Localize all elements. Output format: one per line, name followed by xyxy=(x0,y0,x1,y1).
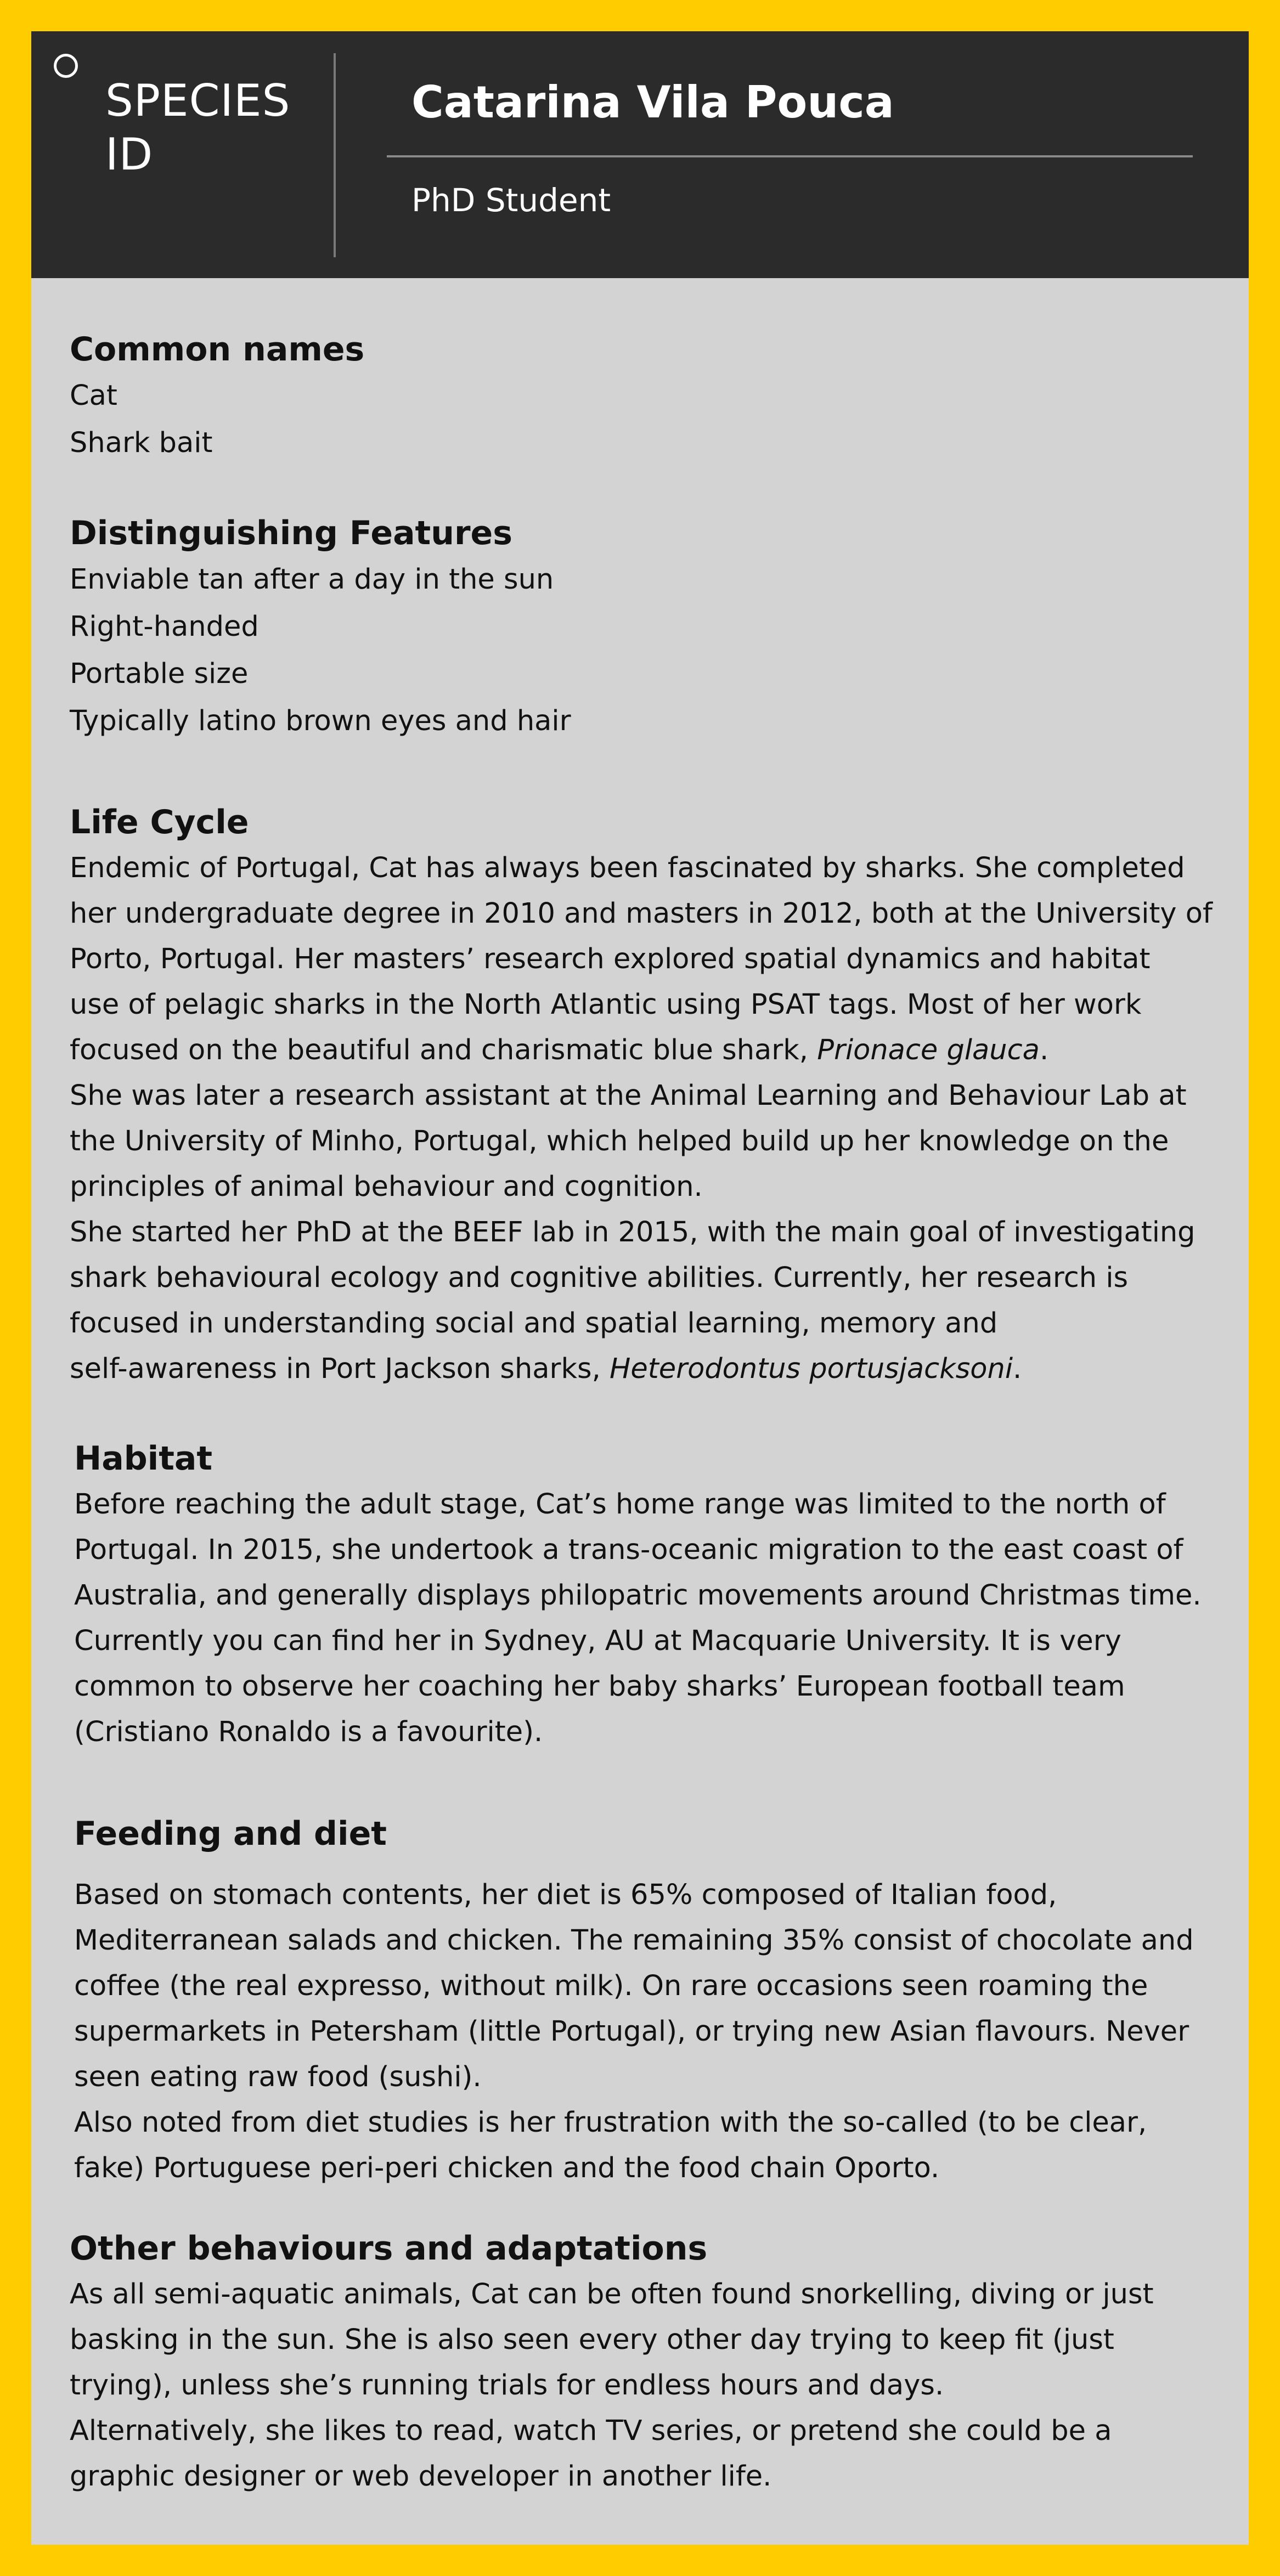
life-cycle-paragraph xyxy=(70,845,1227,1392)
section-other-behaviours xyxy=(70,2225,1227,2499)
text-line: fake) Portuguese peri-peri chicken and the food chain Oporto. xyxy=(74,2152,940,2184)
text-line: (Cristiano Ronaldo is a favourite). xyxy=(74,1716,543,1748)
feature-item: Portable size xyxy=(70,658,249,690)
text-line: trying), unless she’s running trials for endless hours and days. xyxy=(70,2369,944,2402)
species-id-label: SPECIES ID xyxy=(105,75,291,180)
text-line: shark behavioural ecology and cognitive abilities. Currently, her research is xyxy=(70,1262,1129,1294)
person-role: PhD Student xyxy=(411,182,611,219)
text-line: Currently you can find her in Sydney, AU at Macquarie University. It is very xyxy=(74,1625,1121,1657)
text-line: Endemic of Portugal, Cat has always been fascinated by sharks. She completed xyxy=(70,852,1185,884)
feeding-paragraph xyxy=(74,1872,1232,2191)
feature-item: Typically latino brown eyes and hair xyxy=(70,705,571,737)
text-line: graphic designer or web developer in another life. xyxy=(70,2460,772,2493)
section-title: Distinguishing Features xyxy=(70,514,512,552)
text-fragment: . xyxy=(1039,1034,1049,1066)
text-line: her undergraduate degree in 2010 and masters in 2012, both at the University of xyxy=(70,897,1213,930)
species-name: Heterodontus portusjacksoni xyxy=(610,1353,1013,1385)
punch-hole-icon xyxy=(54,54,78,78)
common-name-item: Shark bait xyxy=(70,427,213,459)
text-fragment: self-awareness in Port Jackson sharks, xyxy=(70,1353,610,1385)
species-id-card xyxy=(31,31,1249,2545)
section-life-cycle xyxy=(70,799,1227,1392)
text-line: Before reaching the adult stage, Cat’s home range was limited to the north of xyxy=(74,1488,1166,1521)
text-line: Mediterranean salads and chicken. The remaining 35% consist of chocolate and xyxy=(74,1924,1194,1957)
habitat-paragraph xyxy=(74,1482,1232,1755)
section-distinguishing-features xyxy=(70,510,1227,745)
text-line xyxy=(70,1346,1227,1392)
text-line xyxy=(70,1027,1227,1073)
section-title: Life Cycle xyxy=(70,803,249,841)
section-title: Habitat xyxy=(74,1439,213,1478)
text-line: coffee (the real expresso, without milk). On rare occasions seen roaming the xyxy=(74,1970,1148,2002)
text-line: principles of animal behaviour and cognition. xyxy=(70,1171,703,1203)
text-line: the University of Minho, Portugal, which helped build up her knowledge on the xyxy=(70,1125,1169,1157)
other-paragraph xyxy=(70,2272,1227,2499)
text-line: Australia, and generally displays philopatric movements around Christmas time. xyxy=(74,1579,1202,1612)
text-line: As all semi-aquatic animals, Cat can be often found snorkelling, diving or just xyxy=(70,2278,1154,2311)
text-line: basking in the sun. She is also seen every other day trying to keep fit (just xyxy=(70,2324,1114,2356)
header-horizontal-divider xyxy=(387,155,1193,157)
section-habitat xyxy=(74,1436,1232,1755)
section-feeding-and-diet xyxy=(74,1811,1232,2191)
species-name: Prionace glauca xyxy=(817,1034,1040,1066)
feature-item: Right-handed xyxy=(70,611,259,643)
common-name-item: Cat xyxy=(70,380,117,412)
text-line: seen eating raw food (sushi). xyxy=(74,2061,482,2093)
section-title: Common names xyxy=(70,330,365,369)
header-vertical-divider xyxy=(334,53,336,257)
text-fragment: . xyxy=(1013,1353,1022,1385)
text-line: Based on stomach contents, her diet is 65% composed of Italian food, xyxy=(74,1879,1057,1911)
text-line: supermarkets in Petersham (little Portugal), or trying new Asian flavours. Never xyxy=(74,2015,1189,2048)
text-line: Alternatively, she likes to read, watch TV series, or pretend she could be a xyxy=(70,2415,1112,2447)
text-line: She started her PhD at the BEEF lab in 2015, with the main goal of investigating xyxy=(70,1216,1196,1249)
text-line: common to observe her coaching her baby sharks’ European football team xyxy=(74,1670,1125,1703)
text-line: use of pelagic sharks in the North Atlantic using PSAT tags. Most of her work xyxy=(70,988,1142,1021)
text-line: She was later a research assistant at the Animal Learning and Behaviour Lab at xyxy=(70,1080,1187,1112)
text-line: Porto, Portugal. Her masters’ research explored spatial dynamics and habitat xyxy=(70,943,1151,975)
text-line: Portugal. In 2015, she undertook a trans-oceanic migration to the east coast of xyxy=(74,1534,1183,1566)
section-title: Other behaviours and adaptations xyxy=(70,2229,708,2268)
text-line: focused in understanding social and spatial learning, memory and xyxy=(70,1307,998,1340)
card-header xyxy=(31,31,1249,278)
text-fragment: focused on the beautiful and charismatic blue shark, xyxy=(70,1034,817,1066)
person-name: Catarina Vila Pouca xyxy=(411,77,894,128)
text-line: Also noted from diet studies is her frustration with the so-called (to be clear, xyxy=(74,2106,1147,2139)
section-title: Feeding and diet xyxy=(74,1815,387,1853)
feature-item: Enviable tan after a day in the sun xyxy=(70,563,554,596)
section-common-names xyxy=(70,326,1227,467)
